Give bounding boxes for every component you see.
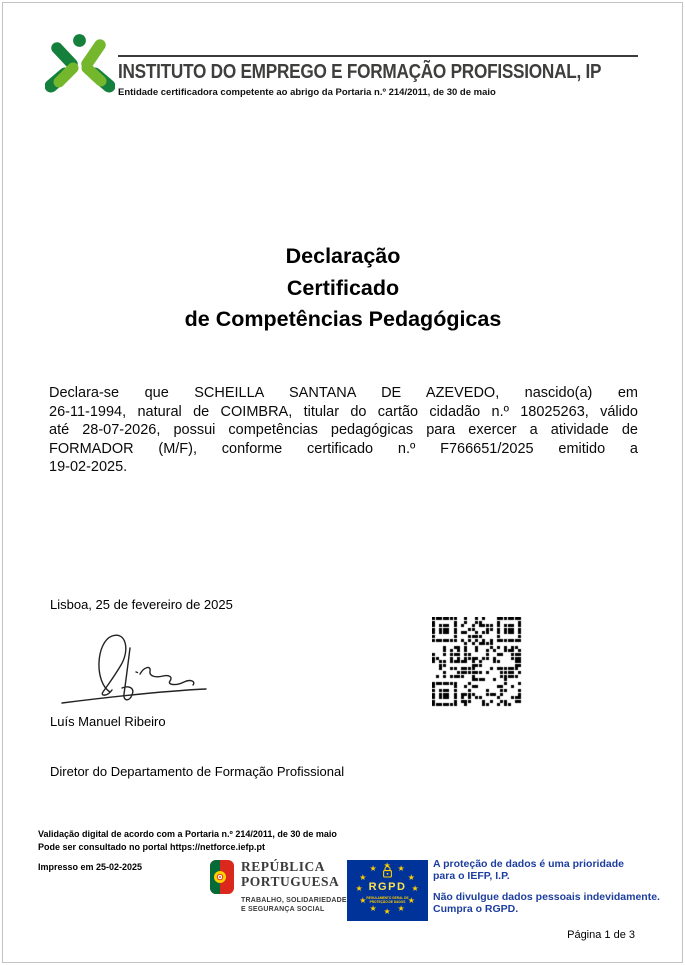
eu-star-icon: ★ [407,895,415,905]
title-line-3: de Competências Pedagógicas [184,307,502,331]
eu-star-icon: ★ [411,884,419,893]
title-line-1: Declaração [285,244,401,268]
portuguesa-line: PORTUGUESA [241,873,340,889]
republica-portuguesa-wordmark [241,860,339,889]
declaration-line: até 28-07-2026, possui competências pedagógicas para exercer a atividade de [49,422,638,438]
eu-star-icon: ★ [383,907,391,916]
declaration-line: FORMADOR (M/F), conforme certificado n.º F766651/2025 emitido a [49,440,638,457]
privacy-gap [433,882,660,891]
ministry-label [241,897,347,914]
eu-star-icon: ★ [397,864,405,874]
rgpd-subtitle-line-1: REGULAMENTO GERAL DE [366,896,409,900]
org-name: INSTITUTO DO EMPREGO E FORMAÇÃO PROFISSIONAL, IP [118,61,602,83]
org-subtitle: Entidade certificadora competente ao abrigo da Portaria n.º 214/2011, de 30 de maio [118,87,496,98]
signature [52,628,212,708]
rgpd-acronym: RGPD [368,881,407,893]
document-title [48,241,638,336]
iefp-logo-icon [45,31,115,93]
eu-star-icon: ★ [355,884,363,893]
ministry-line-1: TRABALHO, SOLIDARIEDADE [241,897,347,904]
privacy-line-3: Não divulgue dados pessoais indevidamente. [433,891,660,903]
ministry-line-2: E SEGURANÇA SOCIAL [241,905,325,913]
privacy-notice [433,858,660,915]
validation-note-2: Pode ser consultado no portal https://netforce.iefp.pt [38,842,266,852]
eu-star-icon: ★ [369,903,377,913]
rgpd-subtitle-line-2: PROTEÇÃO DE DADOS [369,900,406,904]
place-date: Lisboa, 25 de fevereiro de 2025 [50,597,233,612]
privacy-line-1: A proteção de dados é uma prioridade [433,858,624,870]
page-border [2,2,683,963]
signer-name: Luís Manuel Ribeiro [50,714,166,729]
declaration-line: 19-02-2025. [49,459,128,475]
padlock-icon [382,865,393,878]
eu-star-icon: ★ [383,861,391,870]
privacy-line-2: para o IEFP, I.P. [433,870,510,882]
validation-qr-code [432,617,522,707]
title-line-2: Certificado [286,275,400,300]
declaration-line: Declara-se que SCHEILLA SANTANA DE AZEVEDO, nascido(a) em [49,385,638,401]
portugal-flag-icon [210,860,234,895]
declaration-line: 26-11-1994, natural de COIMBRA, titular do cartão cidadão n.º 18025263, válido [49,403,638,420]
page-indicator: Página 1 de 3 [567,929,635,941]
rgpd-subtitle [347,896,428,904]
signer-role: Diretor do Departamento de Formação Profissional [50,764,345,779]
header-rule [118,55,638,57]
privacy-line-4: Cumpra o RGPD. [433,903,519,915]
printed-on: Impresso em 25-02-2025 [38,862,143,872]
declaration-paragraph [49,384,638,477]
eu-star-icon: ★ [369,864,377,874]
validation-note-1: Validação digital de acordo com a Portaria n.º 214/2011, de 30 de maio [38,829,337,839]
eu-star-icon: ★ [397,903,405,913]
eu-star-icon: ★ [407,872,415,882]
republica-line: REPÚBLICA [241,859,326,874]
eu-star-icon: ★ [359,895,367,905]
eu-star-icon: ★ [359,872,367,882]
rgpd-badge [347,860,428,921]
